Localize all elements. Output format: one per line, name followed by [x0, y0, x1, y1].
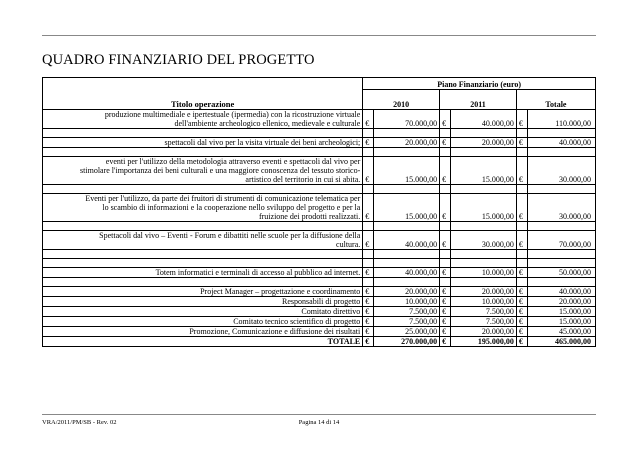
spacer-cell: [363, 259, 374, 268]
euro-symbol: €: [363, 110, 374, 129]
spacer-cell: [516, 278, 527, 287]
euro-symbol: €: [440, 327, 451, 337]
euro-symbol: €: [440, 231, 451, 250]
spacer-row: [43, 222, 596, 231]
spacer-cell: [363, 148, 374, 157]
spacer-cell: [374, 129, 440, 138]
amount-2011: 40.000,00: [450, 110, 516, 129]
amount-2011: 195.000,00: [450, 337, 516, 347]
description-line: spettacoli dal vivo per la visita virtuale dei beni archeologici;: [164, 138, 361, 147]
operation-description: [43, 327, 363, 337]
euro-symbol: €: [363, 337, 374, 347]
euro-symbol: €: [440, 297, 451, 307]
description-line: TOTALE: [327, 337, 361, 346]
spacer-cell: [374, 222, 440, 231]
euro-symbol: €: [516, 337, 527, 347]
amount-total: 15.000,00: [527, 307, 595, 317]
spacer-cell: [450, 222, 516, 231]
spacer-cell: [450, 259, 516, 268]
euro-symbol: €: [440, 194, 451, 222]
spacer-cell: [440, 250, 451, 259]
euro-symbol: €: [516, 157, 527, 185]
description-line: cultura.: [336, 240, 361, 249]
spacer-cell: [516, 185, 527, 194]
spacer-cell: [516, 222, 527, 231]
amount-2010: 25.000,00: [374, 327, 440, 337]
spacer-cell: [363, 278, 374, 287]
euro-symbol: €: [363, 194, 374, 222]
spacer-cell: [450, 278, 516, 287]
spacer-cell: [516, 129, 527, 138]
amount-2011: 20.000,00: [450, 287, 516, 297]
amount-total: 30.000,00: [527, 157, 595, 185]
description-line: produzione multimediale e ipertestuale (ipermedia) con la ricostruzione virtuale: [104, 110, 361, 119]
table-row: [43, 287, 596, 297]
spacer-cell: [527, 222, 595, 231]
description-line: lo scambio di informazioni e la cooperazione nello sviluppo del progetto e per la: [102, 203, 361, 212]
spacer-cell: [43, 222, 363, 231]
euro-symbol: €: [516, 327, 527, 337]
financial-plan-header: Piano Finanziario (euro): [363, 78, 596, 90]
operation-title-header: Titolo operazione: [43, 78, 363, 110]
spacer-cell: [374, 259, 440, 268]
spacer-cell: [43, 250, 363, 259]
spacer-cell: [374, 148, 440, 157]
euro-symbol: €: [363, 268, 374, 278]
spacer-cell: [440, 148, 451, 157]
amount-2010: 20.000,00: [374, 138, 440, 148]
description-line: Comitato tecnico scientifico di progetto: [233, 317, 361, 326]
amount-2011: 20.000,00: [450, 327, 516, 337]
spacer-cell: [440, 222, 451, 231]
spacer-cell: [516, 259, 527, 268]
spacer-cell: [43, 185, 363, 194]
table-row: [43, 327, 596, 337]
spacer-cell: [450, 148, 516, 157]
euro-symbol: €: [516, 110, 527, 129]
amount-2011: 15.000,00: [450, 194, 516, 222]
euro-symbol: €: [440, 287, 451, 297]
euro-symbol: €: [363, 307, 374, 317]
spacer-cell: [527, 148, 595, 157]
spacer-cell: [374, 250, 440, 259]
amount-2011: 7.500,00: [450, 307, 516, 317]
amount-total: 40.000,00: [527, 138, 595, 148]
description-line: Project Manager – progettazione e coordinamento: [200, 287, 361, 296]
euro-symbol: €: [440, 110, 451, 129]
spacer-cell: [527, 185, 595, 194]
description-line: fruizione dei prodotti realizzati.: [258, 212, 361, 221]
euro-symbol: €: [516, 268, 527, 278]
amount-2010: 15.000,00: [374, 157, 440, 185]
euro-symbol: €: [516, 231, 527, 250]
operation-description: [43, 194, 363, 222]
spacer-cell: [516, 250, 527, 259]
euro-symbol: €: [363, 157, 374, 185]
amount-total: 45.000,00: [527, 327, 595, 337]
euro-symbol: €: [440, 138, 451, 148]
spacer-cell: [440, 185, 451, 194]
euro-symbol: €: [440, 268, 451, 278]
euro-symbol: €: [516, 317, 527, 327]
spacer-cell: [440, 259, 451, 268]
table-row: [43, 157, 596, 185]
amount-2010: 40.000,00: [374, 268, 440, 278]
euro-symbol: €: [440, 307, 451, 317]
spacer-cell: [527, 129, 595, 138]
euro-symbol: €: [363, 287, 374, 297]
spacer-cell: [527, 278, 595, 287]
amount-2011: 15.000,00: [450, 157, 516, 185]
amount-total: 70.000,00: [527, 231, 595, 250]
description-line: dell'ambiente archeologico ellenico, medievale e culturale: [174, 119, 361, 128]
page-number: Pagina 14 di 14: [298, 419, 340, 426]
operation-description: [43, 287, 363, 297]
spacer-cell: [450, 250, 516, 259]
amount-2010: 40.000,00: [374, 231, 440, 250]
amount-2011: 10.000,00: [450, 268, 516, 278]
amount-2010: 70.000,00: [374, 110, 440, 129]
spacer-row: [43, 129, 596, 138]
euro-symbol: €: [516, 194, 527, 222]
spacer-cell: [363, 129, 374, 138]
spacer-cell: [440, 129, 451, 138]
amount-2011: 30.000,00: [450, 231, 516, 250]
spacer-cell: [440, 278, 451, 287]
operation-description: [43, 317, 363, 327]
amount-2010: 15.000,00: [374, 194, 440, 222]
amount-total: 50.000,00: [527, 268, 595, 278]
amount-2011: 7.500,00: [450, 317, 516, 327]
spacer-cell: [363, 222, 374, 231]
table-row: [43, 110, 596, 129]
euro-symbol: €: [363, 317, 374, 327]
spacer-row: [43, 185, 596, 194]
euro-symbol: €: [363, 138, 374, 148]
amount-total: 110.000,00: [527, 110, 595, 129]
euro-symbol: €: [440, 157, 451, 185]
table-header-row: [43, 78, 596, 90]
description-line: eventi per l'utilizzo della metodologia attraverso eventi e spettacoli dal vivo per: [105, 157, 361, 166]
financial-table: [42, 77, 596, 347]
amount-total: 20.000,00: [527, 297, 595, 307]
description-line: artistico del territorio in cui si abita.: [245, 175, 361, 184]
euro-symbol: €: [363, 297, 374, 307]
table-row: [43, 231, 596, 250]
euro-symbol: €: [516, 287, 527, 297]
spacer-row: [43, 148, 596, 157]
description-line: Responsabili di progetto: [282, 297, 361, 306]
description-line: Eventi per l'utilizzo, da parte dei fruitori di strumenti di comunicazione telematica per: [85, 194, 361, 203]
spacer-cell: [527, 250, 595, 259]
amount-2010: 270.000,00: [374, 337, 440, 347]
description-line: Spettacoli dal vivo – Eventi - Forum e dibattiti nelle scuole per la diffusione della: [99, 231, 361, 240]
euro-symbol: €: [516, 297, 527, 307]
footer-rule: [42, 414, 596, 415]
year-2010-header: 2010: [363, 90, 440, 110]
euro-symbol: €: [363, 231, 374, 250]
euro-symbol: €: [363, 327, 374, 337]
table-row: [43, 317, 596, 327]
spacer-cell: [516, 148, 527, 157]
operation-description: [43, 297, 363, 307]
description-line: Promozione, Comunicazione e diffusione dei risultati: [189, 327, 361, 336]
document-reference: VRA/2011/PM/SB - Rev. 02: [42, 419, 117, 426]
spacer-row: [43, 250, 596, 259]
operation-description: [43, 110, 363, 129]
operation-description: [43, 268, 363, 278]
spacer-cell: [450, 129, 516, 138]
spacer-cell: [450, 185, 516, 194]
header-rule: [42, 35, 596, 36]
page-title: QUADRO FINANZIARIO DEL PROGETTO: [42, 52, 315, 68]
amount-total: 465.000,00: [527, 337, 595, 347]
table-row: [43, 307, 596, 317]
table-row: [43, 194, 596, 222]
amount-2010: 7.500,00: [374, 317, 440, 327]
spacer-cell: [363, 185, 374, 194]
amount-2011: 10.000,00: [450, 297, 516, 307]
spacer-cell: [374, 185, 440, 194]
euro-symbol: €: [516, 307, 527, 317]
operation-description: [43, 138, 363, 148]
euro-symbol: €: [440, 317, 451, 327]
amount-2011: 20.000,00: [450, 138, 516, 148]
description-line: stimolare l'importanza dei beni culturali e una maggiore conoscenza del tessuto storico-: [80, 166, 361, 175]
description-line: Comitato direttivo: [301, 307, 361, 316]
operation-description: [43, 231, 363, 250]
table-row: [43, 297, 596, 307]
spacer-cell: [527, 259, 595, 268]
amount-total: 30.000,00: [527, 194, 595, 222]
operation-description: [43, 157, 363, 185]
spacer-row: [43, 259, 596, 268]
spacer-cell: [43, 259, 363, 268]
amount-total: 15.000,00: [527, 317, 595, 327]
table-total-row: [43, 337, 596, 347]
spacer-cell: [43, 148, 363, 157]
table-row: [43, 138, 596, 148]
euro-symbol: €: [516, 138, 527, 148]
table-row: [43, 268, 596, 278]
total-label: [43, 337, 363, 347]
spacer-cell: [43, 129, 363, 138]
spacer-cell: [363, 250, 374, 259]
amount-2010: 10.000,00: [374, 297, 440, 307]
description-line: Totem informatici e terminali di accesso al pubblico ad internet.: [155, 268, 361, 277]
euro-symbol: €: [440, 337, 451, 347]
spacer-cell: [374, 278, 440, 287]
spacer-cell: [43, 278, 363, 287]
amount-total: 40.000,00: [527, 287, 595, 297]
operation-description: [43, 307, 363, 317]
total-header: Totale: [516, 90, 595, 110]
amount-2010: 7.500,00: [374, 307, 440, 317]
amount-2010: 20.000,00: [374, 287, 440, 297]
year-2011-header: 2011: [440, 90, 517, 110]
spacer-row: [43, 278, 596, 287]
